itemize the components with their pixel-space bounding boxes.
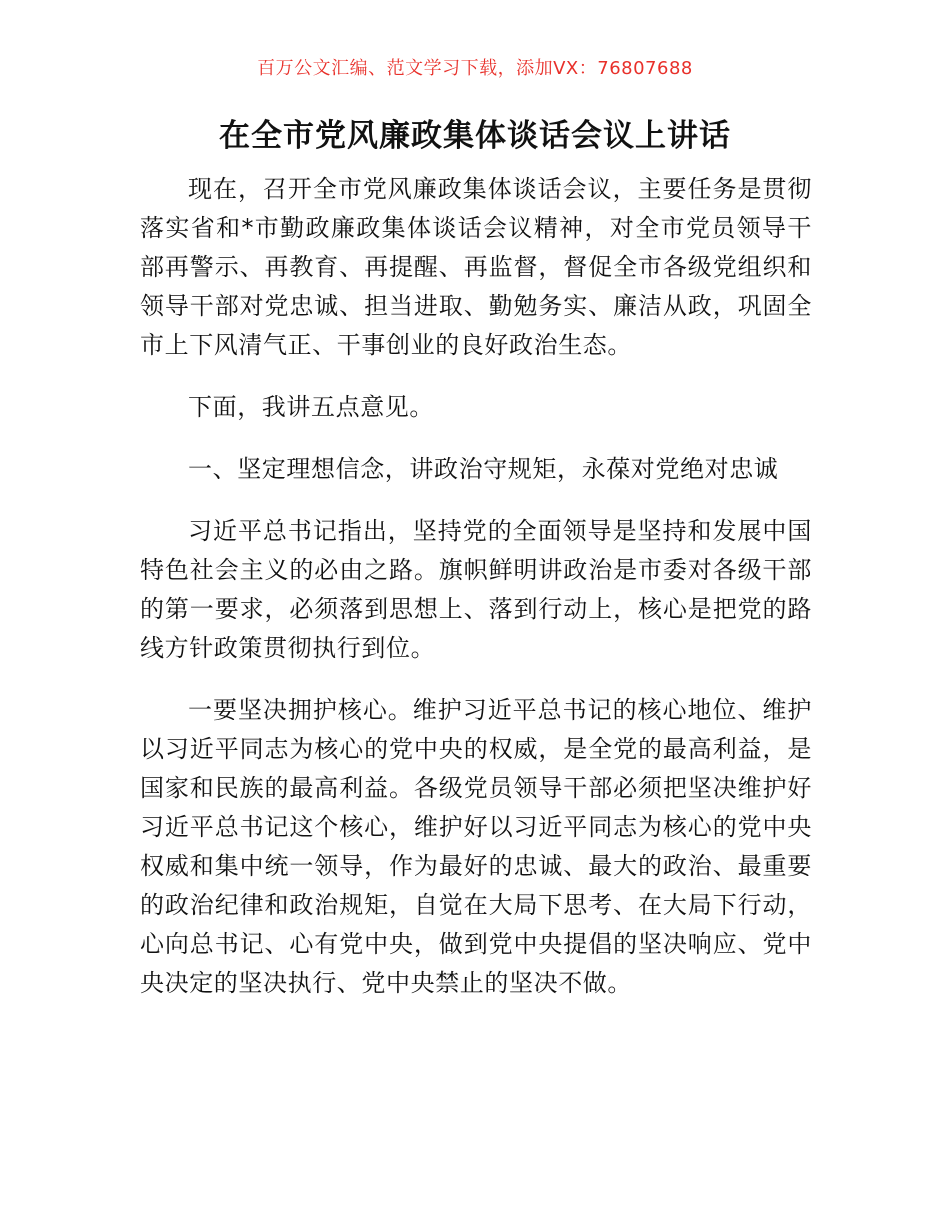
paragraph-section-1-intro: 习近平总书记指出，坚持党的全面领导是坚持和发展中国特色社会主义的必由之路。旗帜鲜明讲政治是市委对各级干部的第一要求，必须落到思想上、落到行动上，核心是把党的路线方针政策贯彻执行到位。 [140, 517, 812, 662]
document-title: 在全市党风廉政集体谈话会议上讲话 [219, 118, 731, 154]
promo-header-note: 百万公文汇编、范文学习下载，添加VX：76807688 [257, 58, 693, 79]
paragraph-intro: 现在，召开全市党风廉政集体谈话会议，主要任务是贯彻落实省和*市勤政廉政集体谈话会议精神，对全市党员领导干部再警示、再教育、再提醒、再监督，督促全市各级党组织和领导干部对党忠诚、担当进取、勤勉务实、廉洁从政，巩固全市上下风清气正、干事创业的良好政治生态。 [140, 175, 812, 359]
section-heading-1: 一、坚定理想信念，讲政治守规矩，永葆对党绝对忠诚 [188, 455, 779, 483]
paragraph-point-1: 一要坚决拥护核心。维护习近平总书记的核心地位、维护以习近平同志为核心的党中央的权威，是全党的最高利益，是国家和民族的最高利益。各级党员领导干部必须把坚决维护好习近平总书记这个核心，维护好以习近平同志为核心的党中央权威和集中统一领导，作为最好的忠诚、最大的政治、最重要的政治纪律和政治规矩，自觉在大局下思考、在大局下行动，心向总书记、心有党中央，做到党中央提倡的坚决响应、党中央决定的坚决执行、党中央禁止的坚决不做。 [140, 696, 812, 997]
document-body [140, 170, 812, 1026]
paragraph-outline: 下面，我讲五点意见。 [188, 393, 434, 421]
